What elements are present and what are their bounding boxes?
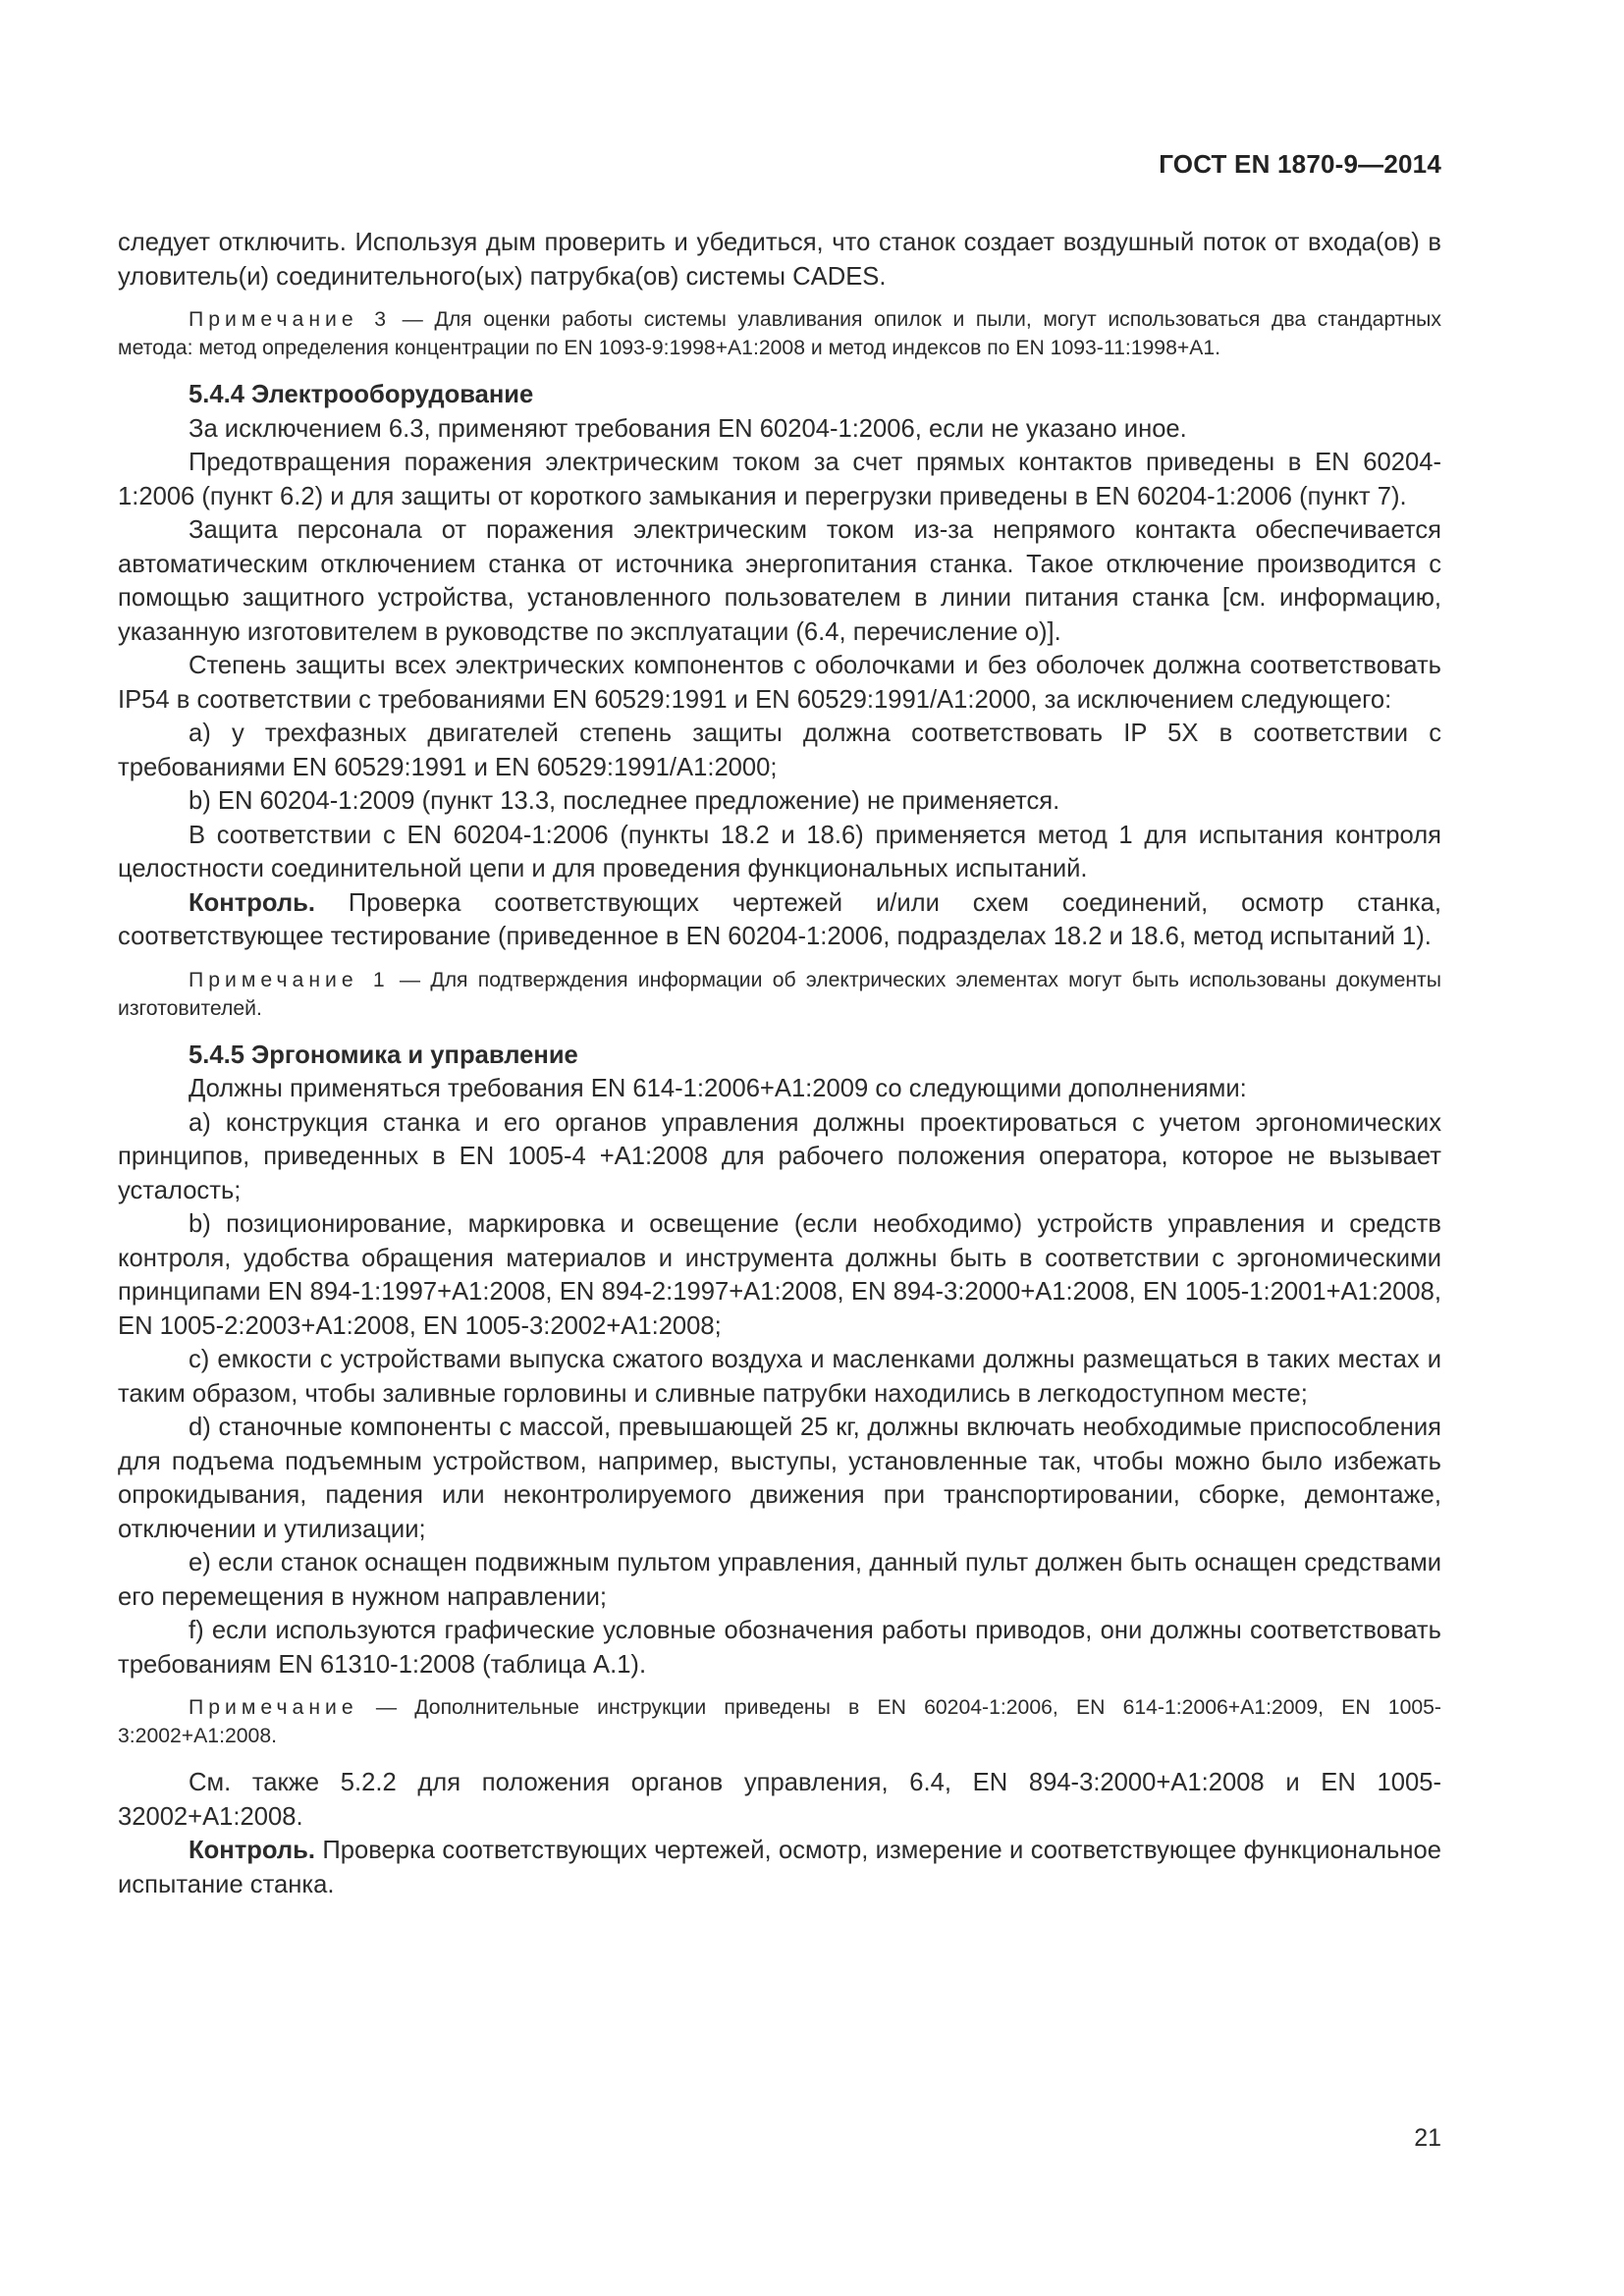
note-text: — Для оценки работы системы улавливания опилок и пыли, могут использоваться два стандартных метода: метод определения концентрации по EN 1093-9:1998+A1:2008 и метод индексов по EN 1093-11:1998+A1. [118,308,1441,359]
control-text: Проверка соответствующих чертежей, осмотр, измерение и соответствующее функциональное испытание станка. [118,1837,1441,1898]
paragraph: Степень защиты всех электрических компонентов с оболочками и без оболочек должна соответствовать IP54 в соответствии с требованиями EN 60529:1991 и EN 60529:1991/A1:2000, за исключением следующего: [118,652,1441,714]
paragraph: Защита персонала от поражения электрическим током из-за непрямого контакта обеспечивается автоматическим отключением станка от источника энергопитания станка. Такое отключение производится с помощью защитного устройства, установленного пользователем в линии питания станка [см. информацию, указанную изготовителем в руководстве по эксплуатации (6.4, перечисление о)]. [118,516,1441,646]
document-header: ГОСТ EN 1870-9—2014 [1159,149,1441,179]
paragraph: Предотвращения поражения электрическим током за счет прямых контактов приведены в EN 60204-1:2006 (пункт 6.2) и для защиты от короткого замыкания и перегрузки приведены в EN 60204-1:2006 (пункт 7). [118,449,1441,510]
control-text: Проверка соответствующих чертежей и/или схем соединений, осмотр станка, соответствующее тестирование (приведенное в EN 60204-1:2006, подразделах 18.2 и 18.6, метод испытаний 1). [118,888,1441,950]
control-label: Контроль. [189,888,315,917]
note-label: Примечание 3 [189,308,392,331]
note-label: Примечание [189,1696,358,1719]
note-text: — Для подтверждения информации об электрических элементах могут быть использованы документы изготовителей. [118,968,1441,1020]
control-paragraph [118,886,1441,954]
list-item-a: a) у трехфазных двигателей степень защиты должна соответствовать IP 5X в соответствии с требованиями EN 60529:1991 и EN 60529:1991/A1:2000; [118,720,1441,781]
list-item-e: e) если станок оснащен подвижным пультом управления, данный пульт должен быть оснащен средствами его перемещения в нужном направлении; [118,1549,1441,1611]
control-paragraph [118,1834,1441,1901]
page-content [118,226,1441,1901]
page-number: 21 [1414,2124,1441,2152]
list-item-b: b) EN 60204-1:2009 (пункт 13.3, последнее предложение) не применяется. [189,787,1060,815]
section-heading-5-4-4: 5.4.4 Электрооборудование [189,381,534,408]
paragraph-see-also: См. также 5.2.2 для положения органов управления, 6.4, EN 894-3:2000+A1:2008 и EN 1005-32002+A1:2008. [118,1769,1441,1831]
paragraph-continuation: следует отключить. Используя дым проверить и убедиться, что станок создает воздушный поток от входа(ов) в уловитель(и) соединительного(ых) патрубка(ов) системы CADES. [118,229,1441,291]
note-text: — Дополнительные инструкции приведены в EN 60204-1:2006, EN 614-1:2006+A1:2009, EN 1005-3:2002+A1:2008. [118,1696,1441,1747]
paragraph: Должны применяться требования EN 614-1:2006+A1:2009 со следующими дополнениями: [189,1075,1247,1102]
note-label: Примечание 1 [189,968,390,991]
note [118,1693,1441,1750]
list-item-b: b) позиционирование, маркировка и освещение (если необходимо) устройств управления и средств контроля, удобства обращения материалов и инструмента должны быть в соответствии с эргономическими принципами EN 894-1:1997+A1:2008, EN 894-2:1997+A1:2008, EN 894-3:2000+A1:2008, EN 1005-1:2001+A1:2008, EN 1005-2:2003+A1:2008, EN 1005-3:2002+A1:2008; [118,1210,1441,1340]
note-3 [118,305,1441,362]
note-1 [118,966,1441,1023]
paragraph: За исключением 6.3, применяют требования EN 60204-1:2006, если не указано иное. [189,414,1187,443]
list-item-a: a) конструкция станка и его органов управления должны проектироваться с учетом эргономических принципов, приведенных в EN 1005-4 +A1:2008 для рабочего положения оператора, которое не вызывает усталость; [118,1108,1441,1204]
list-item-c: c) емкости с устройствами выпуска сжатого воздуха и масленками должны размещаться в таких местах и таким образом, чтобы заливные горловины и сливные патрубки находились в легкодоступном месте; [118,1346,1441,1408]
list-item-f: f) если используются графические условные обозначения работы приводов, они должны соответствовать требованиям EN 61310-1:2008 (таблица А.1). [118,1617,1441,1679]
paragraph: В соответствии с EN 60204-1:2006 (пункты 18.2 и 18.6) применяется метод 1 для испытания контроля целостности соединительной цепи и для проведения функциональных испытаний. [118,821,1441,882]
list-item-d: d) станочные компоненты с массой, превышающей 25 кг, должны включать необходимые приспособления для подъема подъемным устройством, например, выступы, установленные так, чтобы можно было избежать опрокидывания, падения или неконтролируемого движения при транспортировании, сборке, демонтаже, отключении и утилизации; [118,1414,1441,1543]
section-heading-5-4-5: 5.4.5 Эргономика и управление [189,1041,578,1069]
control-label: Контроль. [189,1837,315,1864]
